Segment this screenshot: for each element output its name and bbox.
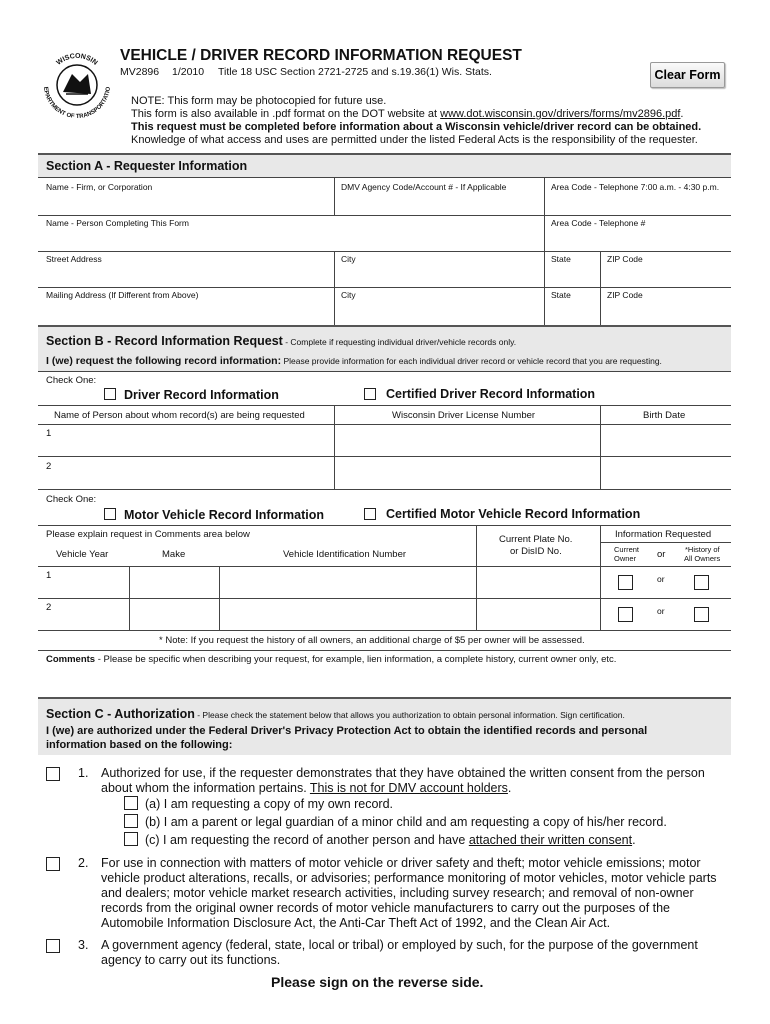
section-c-title: Section C - Authorization - Please check the statement below that allows you authorization to obtain personal information. Sign certification. [46,707,625,721]
zip-label: ZIP Code [607,254,643,264]
certified-driver-label: Certified Driver Record Information [386,387,596,401]
note-line-2: This form is also available in .pdf format on the DOT website at www.dot.wisconsin.gov/drivers/forms/mv2896.pdf. [131,108,684,120]
history-charge-note: * Note: If you request the history of all owners, an additional charge of $5 per owner will be assessed. [159,635,585,646]
mailing-label: Mailing Address (If Different from Above) [46,290,199,300]
name-firm-label: Name - Firm, or Corporation [46,182,153,192]
row-2-or: or [657,606,665,616]
check-one-label-2: Check One: [46,494,97,505]
comments-label: Comments - Please be specific when describing your request, for example, lien information, a complete history, current owner only, etc. [46,654,617,665]
note-line-4: Knowledge of what access and uses are permitted under the listed Federal Acts is the responsibility of the requester. [131,134,698,146]
dmv-code-label: DMV Agency Code/Account # - If Applicable [341,182,507,192]
col-vin-header: Vehicle Identification Number [283,549,407,560]
vehicle-row-1-number: 1 [46,570,52,581]
dot-website-link[interactable]: www.dot.wisconsin.gov/drivers/forms/mv2896.pdf [440,108,681,120]
logo-bottom-text: EPARTMENT OF TRANSPORTATIO [42,86,113,121]
phone-hours-label: Area Code - Telephone 7:00 a.m. - 4:30 p.m. [551,182,720,192]
vehicle-row-2-number: 2 [46,602,52,613]
auth-item-1c-text: (c) I am requesting the record of another person and have attached their written consent. [145,833,636,847]
state-label: State [551,254,571,264]
auth-item-3-text: A government agency (federal, state, local or tribal) or employed by such, for the purpose of the government agency to carry out its functions. [101,938,698,967]
auth-item-1b-text: (b) I am a parent or legal guardian of a minor child and am requesting a copy of his/her record. [145,815,667,829]
auth-item-1-text: Authorized for use, if the requester demonstrates that they have obtained the written consent from the person about whom the information pertains. This is not for DMV account holders. [101,766,705,795]
col-license-header: Wisconsin Driver License Number [392,410,536,421]
row-1-or: or [657,574,665,584]
note-line-1: NOTE: This form may be photocopied for future use. [131,95,387,107]
row-2-history-checkbox[interactable] [694,607,709,622]
mailing-city-label: City [341,290,356,300]
col-birth-header: Birth Date [643,410,686,421]
auth-item-1c-checkbox[interactable] [124,832,138,846]
history-header-1: *History of [685,545,720,554]
name-person-label: Name - Person Completing This Form [46,218,189,228]
certified-motor-checkbox[interactable] [364,508,376,520]
check-one-label: Check One: [46,375,97,386]
driver-row-1-number: 1 [46,428,52,439]
driver-record-checkbox[interactable] [104,388,116,400]
section-b-title: Section B - Record Information Request - Complete if requesting individual driver/vehicle records only. [46,334,517,348]
form-number: MV2896 [120,66,160,78]
motor-vehicle-checkbox[interactable] [104,508,116,520]
certified-motor-label: Certified Motor Vehicle Record Information [386,507,641,521]
row-2-current-owner-checkbox[interactable] [618,607,633,622]
auth-item-2-checkbox[interactable] [46,857,60,871]
auth-item-1a-checkbox[interactable] [124,796,138,810]
auth-item-1a-text: (a) I am requesting a copy of my own record. [145,797,394,811]
clear-form-button[interactable]: Clear Form [650,62,725,88]
auth-item-1b-checkbox[interactable] [124,814,138,828]
driver-record-label: Driver Record Information [124,388,279,402]
form-statute: Title 18 USC Section 2721-2725 and s.19.36(1) Wis. Stats. [218,66,492,78]
logo-top-text: WISCONSIN [55,52,99,67]
col-plate-header-2: or DisID No. [510,546,562,557]
form-date: 1/2010 [172,66,205,78]
current-owner-header-2: Owner [614,554,637,563]
sign-reverse-note: Please sign on the reverse side. [271,974,484,990]
driver-row-2-number: 2 [46,461,52,472]
auth-line-1: I (we) are authorized under the Federal Driver's Privacy Protection Act to obtain the identified records and personal [46,725,648,737]
auth-item-2-number: 2. [78,856,89,870]
current-owner-header-1: Current [614,545,640,554]
history-header-2: All Owners [684,554,721,563]
col-make-header: Make [162,549,186,560]
auth-item-1-checkbox[interactable] [46,767,60,781]
certified-driver-checkbox[interactable] [364,388,376,400]
auth-item-2-text: For use in connection with matters of motor vehicle or driver safety and theft; motor vehicle emissions; motor vehicle product alterations, recalls, or advisories; performance monitoring of motor vehicles, motor vehicle parts and dealers; motor vehicle market research activities, including survey research; and removal of non-owner records from the original owner records of motor vehicle manufacturers to carry out the purposes of the Automobile Information Disclosure Act, the Anti-Car Theft Act of 1992, and the Clean Air Act. [101,856,717,930]
form-title: VEHICLE / DRIVER RECORD INFORMATION REQUEST [120,47,522,64]
col-plate-header-1: Current Plate No. [499,534,573,545]
section-a-title: Section A - Requester Information [46,159,248,173]
row-1-history-checkbox[interactable] [694,575,709,590]
section-b-request: I (we) request the following record information: Please provide information for each individual driver record or vehicle record that you are requesting. [46,355,662,367]
col-year-header: Vehicle Year [56,549,109,560]
mailing-state-label: State [551,290,571,300]
or-header: or [657,549,666,560]
explain-label: Please explain request in Comments area below [46,529,250,540]
city-label: City [341,254,356,264]
mailing-zip-label: ZIP Code [607,290,643,300]
auth-item-3-number: 3. [78,938,89,952]
street-label: Street Address [46,254,102,264]
auth-item-3-checkbox[interactable] [46,939,60,953]
auth-item-1-number: 1. [78,766,89,780]
auth-line-2: information based on the following: [46,739,233,751]
dot-logo [36,44,118,126]
col-name-header: Name of Person about whom record(s) are being requested [54,410,305,421]
info-requested-header: Information Requested [615,529,712,540]
row-1-current-owner-checkbox[interactable] [618,575,633,590]
motor-vehicle-label: Motor Vehicle Record Information [124,508,325,522]
phone-label: Area Code - Telephone # [551,218,646,228]
note-line-3: This request must be completed before information about a Wisconsin vehicle/driver record can be obtained. [131,121,702,133]
